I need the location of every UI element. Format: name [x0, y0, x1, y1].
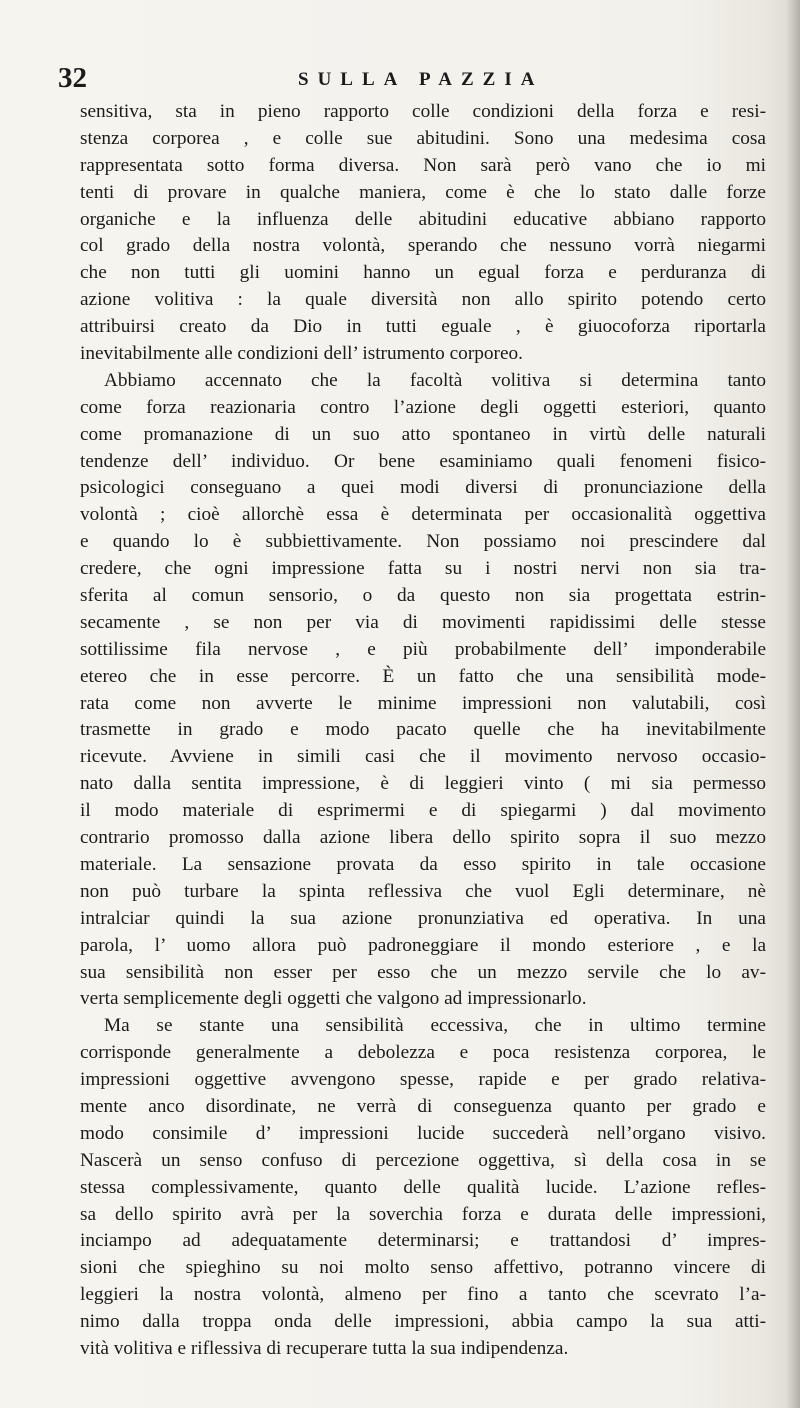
text-line: attribuirsi creato da Dio in tutti eguale , è giuocoforza riportarla [80, 316, 766, 338]
page-header [58, 62, 758, 98]
text-line-paragraph-start: Abbiamo accennato che la facoltà volitiva si determina tanto [104, 369, 766, 391]
text-line: parola, l’ uomo allora può padroneggiare il mondo esteriore , e la [80, 934, 766, 956]
text-line: non può turbare la spinta reflessiva che vuol Egli determinare, nè [80, 880, 766, 902]
text-line: nimo dalla troppa onda delle impressioni, abbia campo la sua atti- [80, 1311, 766, 1333]
text-line: sferita al comun sensorio, o da questo non sia progettata estrin- [80, 585, 766, 607]
text-line: sa dello spirito avrà per la soverchia forza e durata delle impressioni, [80, 1203, 766, 1225]
text-line: psicologici conseguano a quei modi diversi di pronunciazione della [80, 477, 766, 499]
text-line-paragraph-end: vità volitiva e riflessiva di recuperare tutta la sua indipendenza. [80, 1337, 569, 1359]
text-line: nato dalla sentita impressione, è di leggieri vinto ( mi sia permesso [80, 773, 766, 795]
text-line: secamente , se non per via di movimenti rapidissimi delle stesse [80, 611, 766, 633]
running-title: SULLA PAZZIA [298, 69, 544, 90]
text-line: azione volitiva : la quale diversità non allo spirito potendo certo [80, 289, 766, 311]
text-line: contrario promosso dalla azione libera dello spirito sopra il suo mezzo [80, 827, 766, 849]
text-line: tenti di provare in qualche maniera, come è che lo stato dalle forze [80, 181, 766, 203]
text-line: sensitiva, sta in pieno rapporto colle condizioni della forza e resi- [80, 101, 766, 122]
text-line: organiche e la influenza delle abitudini educative abbiano rapporto [80, 208, 766, 230]
text-line: corrisponde generalmente a debolezza e poca resistenza corporea, le [80, 1042, 766, 1064]
text-line-paragraph-start: Ma se stante una sensibilità eccessiva, che in ultimo termine [104, 1015, 766, 1037]
text-line: che non tutti gli uomini hanno un egual forza e perduranza di [80, 262, 766, 284]
text-line: impressioni oggettive avvengono spesse, rapide e per grado relativa- [80, 1069, 766, 1091]
text-line-paragraph-end: verta semplicemente degli oggetti che valgono ad impressionarlo. [80, 988, 587, 1010]
text-line: sottilissime fila nervose , e più probabilmente dell’ imponderabile [80, 638, 766, 660]
text-line: come forza reazionaria contro l’azione degli oggetti esteriori, quanto [80, 396, 766, 418]
text-line: tendenze dell’ individuo. Or bene esaminiamo quali fenomeni fisico- [80, 450, 766, 472]
text-line: rappresentata sotto forma diversa. Non sarà però vano che io mi [80, 154, 766, 176]
page-edge-shadow [786, 0, 800, 1408]
text-line: stessa complessivamente, quanto delle qualità lucide. L’azione refles- [80, 1176, 766, 1198]
text-line: mente anco disordinate, ne verrà di conseguenza quanto per grado e [80, 1095, 766, 1117]
body-text [80, 99, 766, 1363]
text-line: credere, che ogni impressione fatta su i nostri nervi non sia tra- [80, 558, 766, 580]
text-line: come promanazione di un suo atto spontaneo in virtù delle naturali [80, 423, 766, 445]
text-line: materiale. La sensazione provata da esso spirito in tale occasione [80, 853, 766, 875]
text-line: leggieri la nostra volontà, almeno per fino a tanto che scevrato l’a- [80, 1284, 766, 1306]
text-line: sioni che spieghino su noi molto senso affettivo, potranno vincere di [80, 1257, 766, 1279]
text-line: intralciar quindi la sua azione pronunziativa ed operativa. In una [80, 907, 766, 929]
text-line: col grado della nostra volontà, sperando che nessuno vorrà niegarmi [80, 235, 766, 257]
text-line: sua sensibilità non esser per esso che un mezzo servile che lo av- [80, 961, 766, 983]
text-line: ricevute. Avviene in simili casi che il movimento nervoso occasio- [80, 746, 766, 768]
text-line: il modo materiale di esprimermi e di spiegarmi ) dal movimento [80, 800, 766, 822]
text-line: stenza corporea , e colle sue abitudini. Sono una medesima cosa [80, 127, 766, 149]
text-line: rata come non avverte le minime impressioni non valutabili, così [80, 692, 766, 714]
text-line: volontà ; cioè allorchè essa è determinata per occasionalità oggettiva [80, 504, 766, 526]
text-line: e quando lo è subbiettivamente. Non possiamo noi prescindere dal [80, 531, 766, 553]
text-line: modo consimile d’ impressioni lucide succederà nell’organo visivo. [80, 1122, 766, 1144]
text-line-paragraph-end: inevitabilmente alle condizioni dell’ istrumento corporeo. [80, 343, 523, 365]
text-line: trasmette in grado e modo pacato quelle che ha inevitabilmente [80, 719, 766, 741]
page-number: 32 [58, 62, 87, 94]
text-line: inciampo ad adequatamente determinarsi; e trattandosi d’ impres- [80, 1230, 766, 1252]
text-line: etereo che in esse percorre. È un fatto che una sensibilità mode- [80, 665, 766, 687]
text-line: Nascerà un senso confuso di percezione oggettiva, sì della cosa in se [80, 1149, 766, 1171]
